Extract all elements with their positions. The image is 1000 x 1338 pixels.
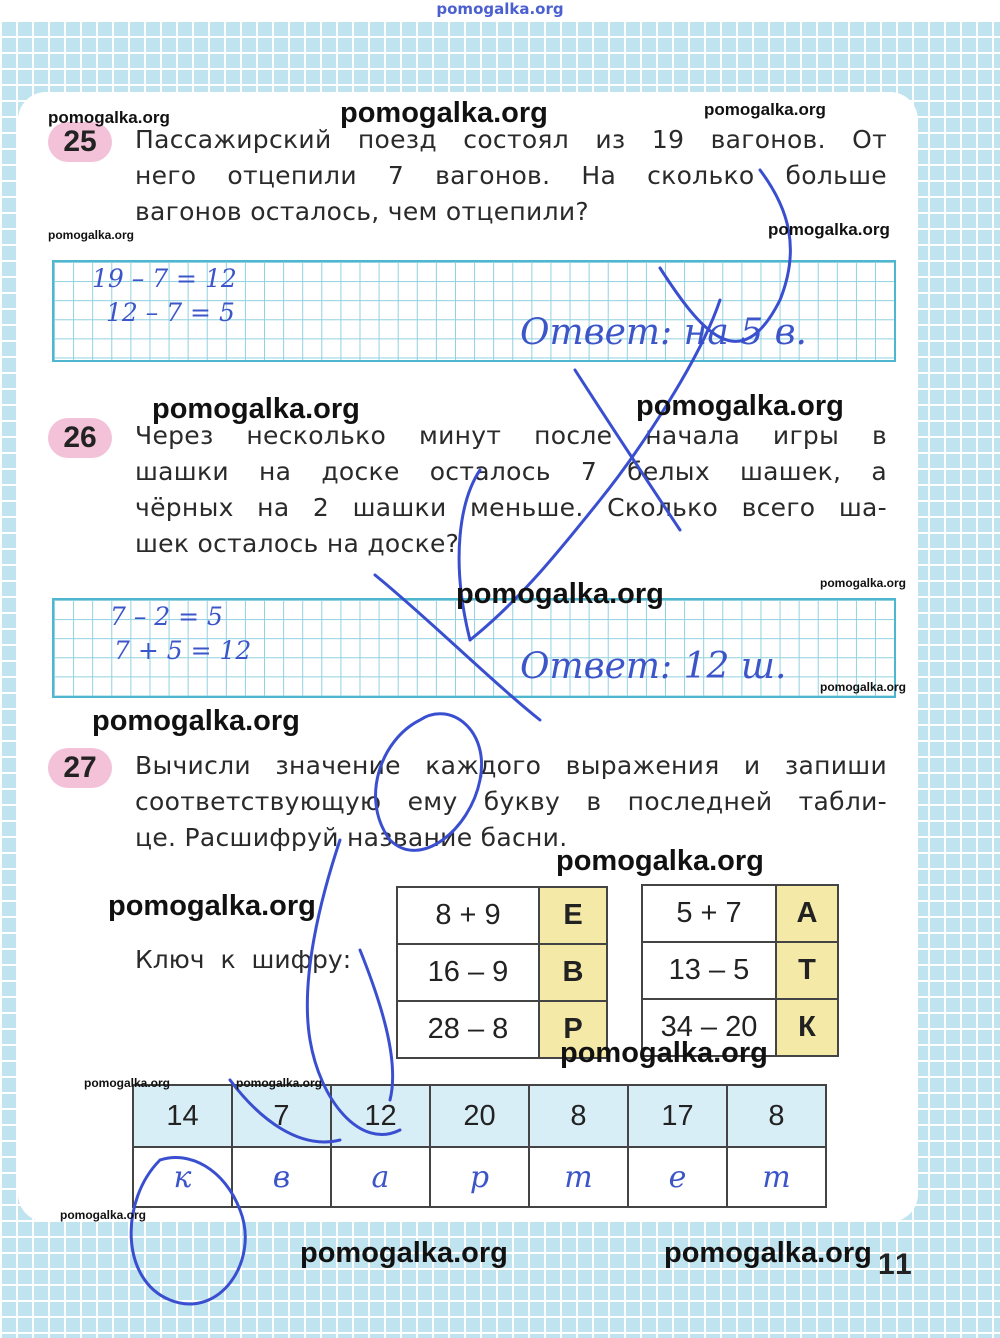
watermark-text: pomogalka.org (236, 1076, 323, 1090)
task-27-line: це. Расшифруй название басни. (135, 823, 568, 852)
decoding-letter: т (727, 1147, 826, 1207)
key-expression: 16 – 9 (397, 944, 539, 1001)
task-25-work-line: 12 – 7 = 5 (106, 298, 235, 327)
page-number: 11 (878, 1248, 914, 1281)
task-25-text (135, 122, 887, 230)
task-26-text (135, 418, 887, 562)
key-row (397, 887, 607, 944)
key-letter: К (776, 999, 838, 1056)
key-expression: 28 – 8 (397, 1001, 539, 1058)
decoding-letters-row (133, 1147, 826, 1207)
watermark-text: pomogalka.org (456, 578, 664, 610)
decoding-letter: е (628, 1147, 727, 1207)
task-26-work-line: 7 – 2 = 5 (110, 602, 223, 631)
decoding-number: 14 (133, 1085, 232, 1147)
cipher-key-table-left (396, 886, 608, 1059)
watermark-text: pomogalka.org (84, 1076, 171, 1090)
task-26-line: Через несколько минут после начала игры в (135, 421, 887, 450)
task-26-number: 26 (48, 418, 112, 458)
watermark-text: pomogalka.org (108, 890, 316, 922)
key-row (642, 942, 838, 999)
decoding-number: 7 (232, 1085, 331, 1147)
watermark-text: pomogalka.org (820, 576, 907, 590)
task-26-work-line: 7 + 5 = 12 (114, 636, 252, 665)
watermark-text: pomogalka.org (152, 393, 360, 425)
task-27-line: соответствующую ему букву в последней табли- (135, 787, 887, 816)
task-25-line: него отцепили 7 вагонов. На сколько больше (135, 161, 887, 190)
decoding-number: 8 (727, 1085, 826, 1147)
task-27-number: 27 (48, 748, 112, 788)
watermark-text: pomogalka.org (560, 1037, 768, 1069)
watermark-text: pomogalka.org (60, 1208, 147, 1222)
task-25-work-line: 19 – 7 = 12 (92, 264, 237, 293)
decoding-number: 20 (430, 1085, 529, 1147)
watermark-text: pomogalka.org (664, 1237, 872, 1269)
task-25-number: 25 (48, 122, 112, 162)
key-letter: Е (539, 887, 607, 944)
watermark-text: pomogalka.org (820, 680, 907, 694)
key-letter: Р (539, 1001, 607, 1058)
decoding-letter: к (133, 1147, 232, 1207)
task-25-line: Пассажирский поезд состоял из 19 вагонов. От (135, 125, 887, 154)
watermark-text: pomogalka.org (48, 108, 170, 127)
watermark-text: pomogalka.org (704, 100, 826, 119)
cipher-key-table-right (641, 884, 839, 1057)
decoding-letter: т (529, 1147, 628, 1207)
decoding-numbers-row (133, 1085, 826, 1147)
task-27-text (135, 748, 887, 856)
key-row (642, 885, 838, 942)
key-letter: В (539, 944, 607, 1001)
key-expression: 5 + 7 (642, 885, 776, 942)
task-26-line: шашки на доске осталось 7 белых шашек, а (135, 457, 887, 486)
key-expression: 8 + 9 (397, 887, 539, 944)
decoding-table (132, 1084, 827, 1208)
key-row (397, 944, 607, 1001)
watermark-text: pomogalka.org (300, 1237, 508, 1269)
watermark-text: pomogalka.org (636, 390, 844, 422)
key-letter: Т (776, 942, 838, 999)
watermark-text: pomogalka.org (48, 228, 135, 242)
key-expression: 13 – 5 (642, 942, 776, 999)
task-25-answer: Ответ: на 5 в. (520, 312, 807, 353)
watermark-text: pomogalka.org (556, 845, 764, 877)
key-letter: А (776, 885, 838, 942)
task-26-line: шек осталось на доске? (135, 529, 460, 558)
decoding-number: 8 (529, 1085, 628, 1147)
watermark-text: pomogalka.org (768, 220, 890, 239)
task-27-line: Вычисли значение каждого выражения и запиши (135, 751, 887, 780)
cipher-key-label: Ключ к шифру: (135, 945, 352, 974)
decoding-letter: в (232, 1147, 331, 1207)
watermark-text: pomogalka.org (340, 97, 548, 129)
task-26-answer: Ответ: 12 ш. (520, 646, 787, 687)
top-watermark: pomogalka.org (436, 0, 564, 18)
task-25-line: вагонов осталось, чем отцепили? (135, 197, 589, 226)
decoding-number: 17 (628, 1085, 727, 1147)
task-26-line: чёрных на 2 шашки меньше. Сколько всего ша- (135, 493, 887, 522)
watermark-text: pomogalka.org (92, 705, 300, 737)
decoding-letter: а (331, 1147, 430, 1207)
decoding-number: 12 (331, 1085, 430, 1147)
key-expression: 34 – 20 (642, 999, 776, 1056)
decoding-letter: р (430, 1147, 529, 1207)
